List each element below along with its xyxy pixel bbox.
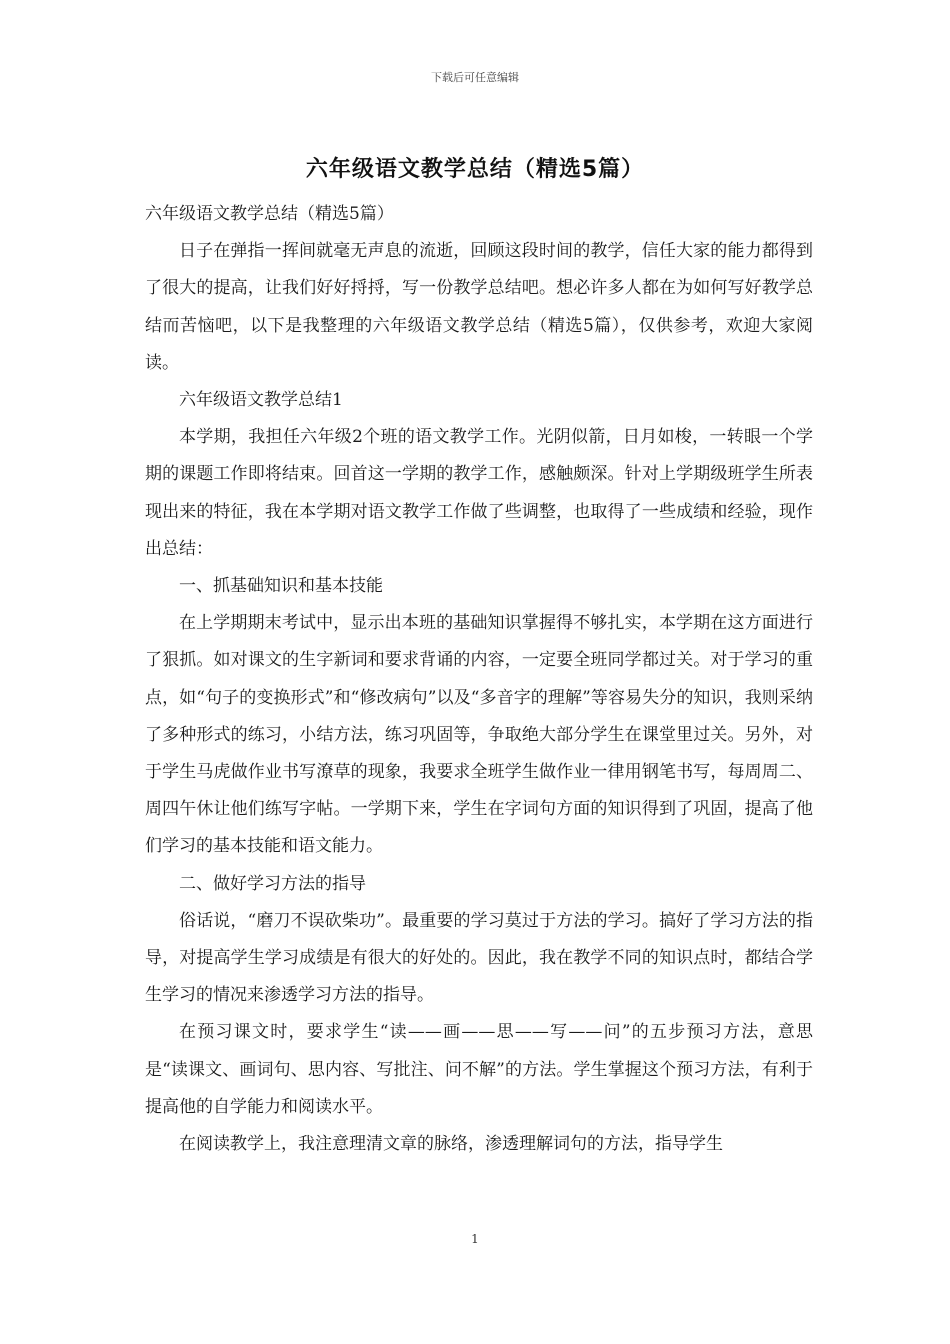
subsection-heading: 二、做好学习方法的指导 xyxy=(179,873,366,894)
subtitle-paragraph: 六年级语文教学总结（精选5篇） xyxy=(145,204,394,224)
page-number: 1 xyxy=(471,1232,479,1246)
body-paragraph: 在阅读教学上，我注意理清文章的脉络，渗透理解词句的方法，指导学生 xyxy=(179,1134,723,1155)
document-body xyxy=(145,196,813,1163)
body-paragraph: 俗话说，“磨刀不误砍柴功”。最重要的学习莫过于方法的学习。搞好了学习方法的指导，对提高学生学习成绩是有很大的好处的。因此，我在教学不同的知识点时，都结合学生学习的情况来渗透学习方法的指导。 xyxy=(145,910,813,1006)
body-paragraph: 日子在弹指一挥间就毫无声息的流逝，回顾这段时间的教学，信任大家的能力都得到了很大的提高，让我们好好捋捋，写一份教学总结吧。想必许多人都在为如何写好教学总结而苦恼吧，以下是我整理的六年级语文教学总结（精选5篇），仅供参考，欢迎大家阅读。 xyxy=(145,241,813,373)
section-heading: 六年级语文教学总结1 xyxy=(179,390,343,411)
body-paragraph: 在预习课文时，要求学生“读——画——思——写——问”的五步预习方法，意思是“读课文、画词句、思内容、写批注、问不解”的方法。学生掌握这个预习方法，有利于提高他的自学能力和阅读水平。 xyxy=(145,1022,813,1117)
body-paragraph: 在上学期期末考试中，显示出本班的基础知识掌握得不够扎实，本学期在这方面进行了狠抓。如对课文的生字新词和要求背诵的内容，一定要全班同学都过关。对于学习的重点，如“句子的变换形式”和“修改病句”以及“多音字的理解”等容易失分的知识，我则采纳了多种形式的练习，小结方法，练习巩固等，争取绝大部分学生在课堂里过关。另外，对于学生马虎做作业书写潦草的现象，我要求全班学生做作业一律用钢笔书写，每周周二、周四午休让他们练写字帖。一学期下来，学生在字词句方面的知识得到了巩固，提高了他们学习的基本技能和语文能力。 xyxy=(145,613,813,857)
body-paragraph: 本学期，我担任六年级2个班的语文教学工作。光阴似箭，日月如梭，一转眼一个学期的课题工作即将结束。回首这一学期的教学工作，感触颇深。针对上学期级班学生所表现出来的特征，我在本学期对语文教学工作做了些调整，也取得了一些成绩和经验，现作出总结： xyxy=(145,427,813,559)
header-note: 下载后可任意编辑 xyxy=(431,71,519,84)
subsection-heading: 一、抓基础知识和基本技能 xyxy=(179,576,383,597)
document-title: 六年级语文教学总结（精选5篇） xyxy=(305,157,645,182)
